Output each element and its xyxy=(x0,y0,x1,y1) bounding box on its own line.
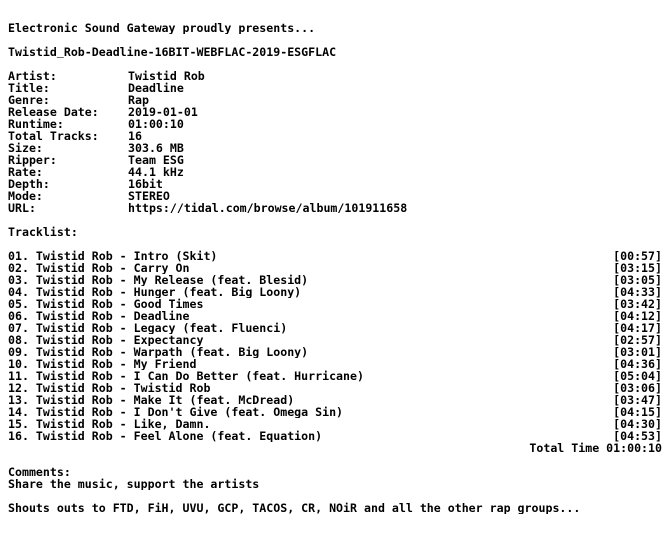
track-duration: [04:53] xyxy=(613,429,662,443)
nfo-document xyxy=(8,22,662,514)
meta-value: Team ESG xyxy=(128,153,184,167)
meta-row xyxy=(8,166,662,178)
track-title: 02. Twistid Rob - Carry On xyxy=(8,262,190,274)
meta-value: 303.6 MB xyxy=(128,141,184,155)
track-duration: [03:05] xyxy=(613,273,662,287)
track-duration: [04:36] xyxy=(613,357,662,371)
track-title: 15. Twistid Rob - Like, Damn. xyxy=(8,418,211,430)
meta-value: Deadline xyxy=(128,81,184,95)
track-duration: [03:01] xyxy=(613,345,662,359)
meta-value: https://tidal.com/browse/album/101911658 xyxy=(128,201,408,215)
meta-value: 01:00:10 xyxy=(128,117,184,131)
track-row xyxy=(8,334,662,346)
track-title: 11. Twistid Rob - I Can Do Better (feat. Hurricane) xyxy=(8,370,364,382)
track-row xyxy=(8,310,662,322)
spacer xyxy=(8,238,662,250)
meta-key: URL: xyxy=(8,201,36,215)
meta-row xyxy=(8,106,662,118)
track-title: 08. Twistid Rob - Expectancy xyxy=(8,334,204,346)
release-name: Twistid_Rob-Deadline-16BIT-WEBFLAC-2019-ESGFLAC xyxy=(8,46,337,58)
presents-line: Electronic Sound Gateway proudly presents... xyxy=(8,22,316,34)
meta-key: Total Tracks: xyxy=(8,129,99,143)
track-title: 13. Twistid Rob - Make It (feat. McDread) xyxy=(8,394,295,406)
track-row xyxy=(8,382,662,394)
track-row xyxy=(8,346,662,358)
spacer xyxy=(8,454,662,466)
meta-row xyxy=(8,130,662,142)
meta-key: Runtime: xyxy=(8,117,64,131)
tracklist-heading: Tracklist: xyxy=(8,226,78,238)
total-time-row xyxy=(8,442,662,454)
track-duration: [04:17] xyxy=(613,321,662,335)
track-title: 03. Twistid Rob - My Release (feat. Blesid) xyxy=(8,274,309,286)
track-row xyxy=(8,322,662,334)
meta-row xyxy=(8,70,662,82)
comments-heading: Comments: xyxy=(8,466,71,478)
track-row xyxy=(8,298,662,310)
track-title: 12. Twistid Rob - Twistid Rob xyxy=(8,382,211,394)
spacer xyxy=(8,214,662,226)
meta-key: Depth: xyxy=(8,177,50,191)
track-duration: [03:06] xyxy=(613,381,662,395)
track-row xyxy=(8,358,662,370)
meta-value: Rap xyxy=(128,93,149,107)
meta-value: STEREO xyxy=(128,189,170,203)
track-duration: [03:47] xyxy=(613,393,662,407)
track-row xyxy=(8,286,662,298)
spacer xyxy=(8,58,662,70)
spacer xyxy=(8,490,662,502)
track-title: 10. Twistid Rob - My Friend xyxy=(8,358,197,370)
track-row xyxy=(8,418,662,430)
track-duration: [02:57] xyxy=(613,333,662,347)
track-row xyxy=(8,370,662,382)
track-duration: [05:04] xyxy=(613,369,662,383)
meta-key: Mode: xyxy=(8,189,43,203)
track-row xyxy=(8,394,662,406)
meta-row xyxy=(8,178,662,190)
comments-text: Share the music, support the artists xyxy=(8,478,260,490)
tracklist xyxy=(8,250,662,442)
track-duration: [00:57] xyxy=(613,249,662,263)
meta-value: 16 xyxy=(128,129,142,143)
track-duration: [04:30] xyxy=(613,417,662,431)
track-title: 04. Twistid Rob - Hunger (feat. Big Loony) xyxy=(8,286,302,298)
track-duration: [03:42] xyxy=(613,297,662,311)
meta-value: 44.1 kHz xyxy=(128,165,184,179)
meta-value: 2019-01-01 xyxy=(128,105,198,119)
track-title: 09. Twistid Rob - Warpath (feat. Big Loony) xyxy=(8,346,309,358)
spacer xyxy=(8,34,662,46)
shoutouts-line: Shouts outs to FTD, FiH, UVU, GCP, TACOS, CR, NOiR and all the other rap groups... xyxy=(8,502,581,514)
meta-row xyxy=(8,82,662,94)
meta-row xyxy=(8,94,662,106)
meta-row xyxy=(8,202,662,214)
track-row xyxy=(8,262,662,274)
meta-key: Release Date: xyxy=(8,105,99,119)
meta-row xyxy=(8,154,662,166)
meta-value: 16bit xyxy=(128,177,163,191)
meta-key: Ripper: xyxy=(8,153,57,167)
track-duration: [04:12] xyxy=(613,309,662,323)
track-title: 06. Twistid Rob - Deadline xyxy=(8,310,190,322)
track-duration: [03:15] xyxy=(613,261,662,275)
track-title: 07. Twistid Rob - Legacy (feat. Fluenci) xyxy=(8,322,288,334)
track-title: 05. Twistid Rob - Good Times xyxy=(8,298,204,310)
total-time: Total Time 01:00:10 xyxy=(529,441,662,455)
track-row xyxy=(8,406,662,418)
track-duration: [04:15] xyxy=(613,405,662,419)
meta-key: Genre: xyxy=(8,93,50,107)
metadata-block xyxy=(8,70,662,214)
meta-key: Rate: xyxy=(8,165,43,179)
meta-row xyxy=(8,118,662,130)
meta-value: Twistid Rob xyxy=(128,69,205,83)
meta-key: Title: xyxy=(8,81,50,95)
track-row xyxy=(8,250,662,262)
meta-key: Artist: xyxy=(8,69,57,83)
track-title: 16. Twistid Rob - Feel Alone (feat. Equation) xyxy=(8,430,323,442)
meta-row xyxy=(8,142,662,154)
track-title: 01. Twistid Rob - Intro (Skit) xyxy=(8,250,218,262)
track-row xyxy=(8,274,662,286)
track-title: 14. Twistid Rob - I Don't Give (feat. Omega Sin) xyxy=(8,406,344,418)
track-duration: [04:33] xyxy=(613,285,662,299)
meta-key: Size: xyxy=(8,141,43,155)
